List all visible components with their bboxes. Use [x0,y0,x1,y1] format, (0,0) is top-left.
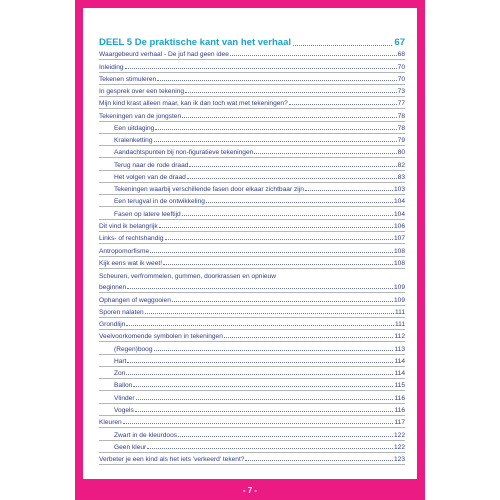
toc-entry-page: 111 [394,321,405,329]
toc-entry-page: 111 [394,308,405,316]
toc-entry-title: Aandachtspunten bij non-figuratieve tekeningen [114,149,254,157]
toc-entry-title: (Regen)boog [114,345,153,353]
toc-entry-page: 83 [397,173,405,181]
toc-entry-title: Ophangen of weggooien [99,296,171,304]
toc-entry-page: 108 [393,259,405,267]
toc-entry-page: 122 [393,431,405,439]
toc-entry-title: Een terugval in de ontwikkeling [114,198,205,206]
toc-entry-title: Ballon [114,382,133,390]
toc-entry-page: 114 [394,370,405,378]
toc-entry-title: Kralenketting [114,137,153,145]
dot-leader [254,153,396,154]
dot-leader [147,448,393,449]
toc-entry [99,281,405,293]
dot-leader [136,399,394,400]
toc-entry [99,257,405,269]
toc-entry-page: 122 [393,443,405,451]
dot-leader [123,423,394,424]
dot-leader [150,252,393,253]
dot-leader [133,386,393,387]
toc-entry [99,220,405,232]
toc-entry-title: Tekeningen waarbij verschillende fasen door elkaar zichtbaar zijn [114,186,304,194]
toc-entries [99,48,405,465]
dot-leader [154,350,394,351]
toc-entry-title: Inleiding [99,63,124,71]
toc-entry-page: 80 [397,149,405,157]
toc-entry [99,171,405,183]
dot-leader [230,55,397,56]
toc-entry [99,207,405,219]
toc-entry-title: Vogels [114,406,134,414]
toc-entry-page: 70 [397,75,405,83]
toc-entry-title: Kleuren [99,419,122,427]
toc-entry-title: Hart [114,357,127,365]
toc-entry-title: Mijn kind krast alleen maar, kan ik dan toch wat met tekeningen? [99,100,288,108]
dot-leader [187,178,397,179]
toc-entry [99,453,405,465]
dot-leader [206,202,393,203]
dot-leader [245,460,393,461]
toc-entry-title: In gesprek over een tekening [99,88,185,96]
page [83,8,417,479]
toc-entry [99,232,405,244]
dot-leader [126,325,394,326]
toc-entry-title: Sporen nalaten [99,308,144,316]
dot-leader [163,264,393,265]
toc-entry-title: Scheuren, verfrommelen, gummen, doorkrassen en opnieuw [99,273,277,281]
toc-entry-title: Geen kleur [114,443,147,451]
dot-leader [126,374,393,375]
dot-leader [159,227,393,228]
toc-entry [99,269,405,281]
toc-entry [99,134,405,146]
toc-entry [99,342,405,354]
toc-entry [99,404,405,416]
toc-entry-page: 117 [394,419,405,427]
toc-entry-title: Zon [114,370,126,378]
toc-entry [99,306,405,318]
dot-leader [127,362,393,363]
dot-leader [172,301,393,302]
toc-entry-page: 108 [393,247,405,255]
toc-entry-page: 112 [394,333,405,341]
toc-entry [99,85,405,97]
toc-entry-title: Het volgen van de draad [114,173,186,181]
toc-entry [99,441,405,453]
toc-entry-title: Antropomorfisme [99,247,150,255]
toc-entry-page: 123 [393,456,405,464]
toc-entry [99,379,405,391]
toc-entry-page: 109 [393,296,405,304]
toc-entry-title: Kijk eens wat ik weet! [99,259,163,267]
toc-entry [99,355,405,367]
section-heading-page: 67 [394,37,405,48]
toc-entry-title: Zwart in de kleurdoos [114,431,178,439]
toc-entry-title: Veelvoorkomende symbolen in tekeningen [99,333,223,341]
dot-leader [127,288,393,289]
section-heading-title: DEEL 5 De praktische kant van het verhaal [99,37,292,48]
dot-leader [145,313,394,314]
toc-entry [99,97,405,109]
toc-entry-page: 115 [394,382,405,390]
toc-entry-page: 73 [397,88,405,96]
section-heading [99,32,405,48]
toc-entry [99,367,405,379]
toc-entry-title: Vlinder [114,394,135,402]
dot-leader [125,68,397,69]
dot-leader [182,117,397,118]
toc-entry-page: 68 [397,51,405,59]
dot-leader [135,411,394,412]
toc-entry-page: 77 [397,100,405,108]
toc-entry [99,330,405,342]
toc-entry-title: Verbeter je een kind als het iets 'verkeerd' tekent? [99,456,245,464]
dot-leader [155,129,396,130]
dot-leader [185,92,397,93]
table-of-contents [99,32,405,465]
toc-entry [99,48,405,60]
toc-entry [99,293,405,305]
toc-entry-title: Links- of rechtshandig [99,235,164,243]
toc-entry [99,60,405,72]
dot-leader [289,104,397,105]
toc-entry-page: 116 [394,406,405,414]
page-number: - 7 - [242,486,258,495]
toc-entry [99,318,405,330]
toc-entry-page: 109 [393,284,405,292]
toc-entry-page: 113 [394,345,405,353]
toc-entry-title: Tekeningen van de jongsten [99,112,182,120]
toc-entry-title: Een uitdaging [114,124,155,132]
dot-leader [157,80,396,81]
dot-leader [165,239,393,240]
toc-entry-title: Waargebeurd verhaal - De juf had geen idee [99,51,229,59]
toc-entry-title: Terug naar de rode draad [114,161,189,169]
toc-entry [99,244,405,256]
dot-leader [224,337,394,338]
toc-entry-title: Fasen op latere leeftijd [114,210,181,218]
toc-entry [99,109,405,121]
toc-entry-page: 107 [393,235,405,243]
dot-leader [189,166,396,167]
toc-entry-page: 114 [394,357,405,365]
toc-entry-page: 106 [393,222,405,230]
toc-entry-title: Grondlijn [99,321,126,329]
toc-entry [99,73,405,85]
toc-entry [99,183,405,195]
toc-entry-page: 116 [394,394,405,402]
dot-leader [305,190,393,191]
toc-entry [99,195,405,207]
toc-entry-page: 79 [397,137,405,145]
toc-entry [99,122,405,134]
page-frame [75,0,425,500]
toc-entry [99,391,405,403]
dot-leader [182,215,393,216]
toc-entry-title: Tekenen stimuleren [99,75,157,83]
toc-entry [99,146,405,158]
toc-entry-page: 82 [397,161,405,169]
toc-entry-page: 104 [393,198,405,206]
toc-entry-page: 70 [397,63,405,71]
toc-entry-page: 78 [397,124,405,132]
toc-entry [99,158,405,170]
dot-leader [154,141,397,142]
toc-entry [99,416,405,428]
toc-entry-page: 104 [393,210,405,218]
toc-entry [99,428,405,440]
dot-leader [178,436,393,437]
toc-entry-page: 78 [397,112,405,120]
toc-entry-title: Dit vind ik belangrijk [99,222,158,230]
toc-entry-title: beginnen [99,284,127,292]
dot-leader [293,45,392,46]
toc-entry-page: 103 [393,186,405,194]
